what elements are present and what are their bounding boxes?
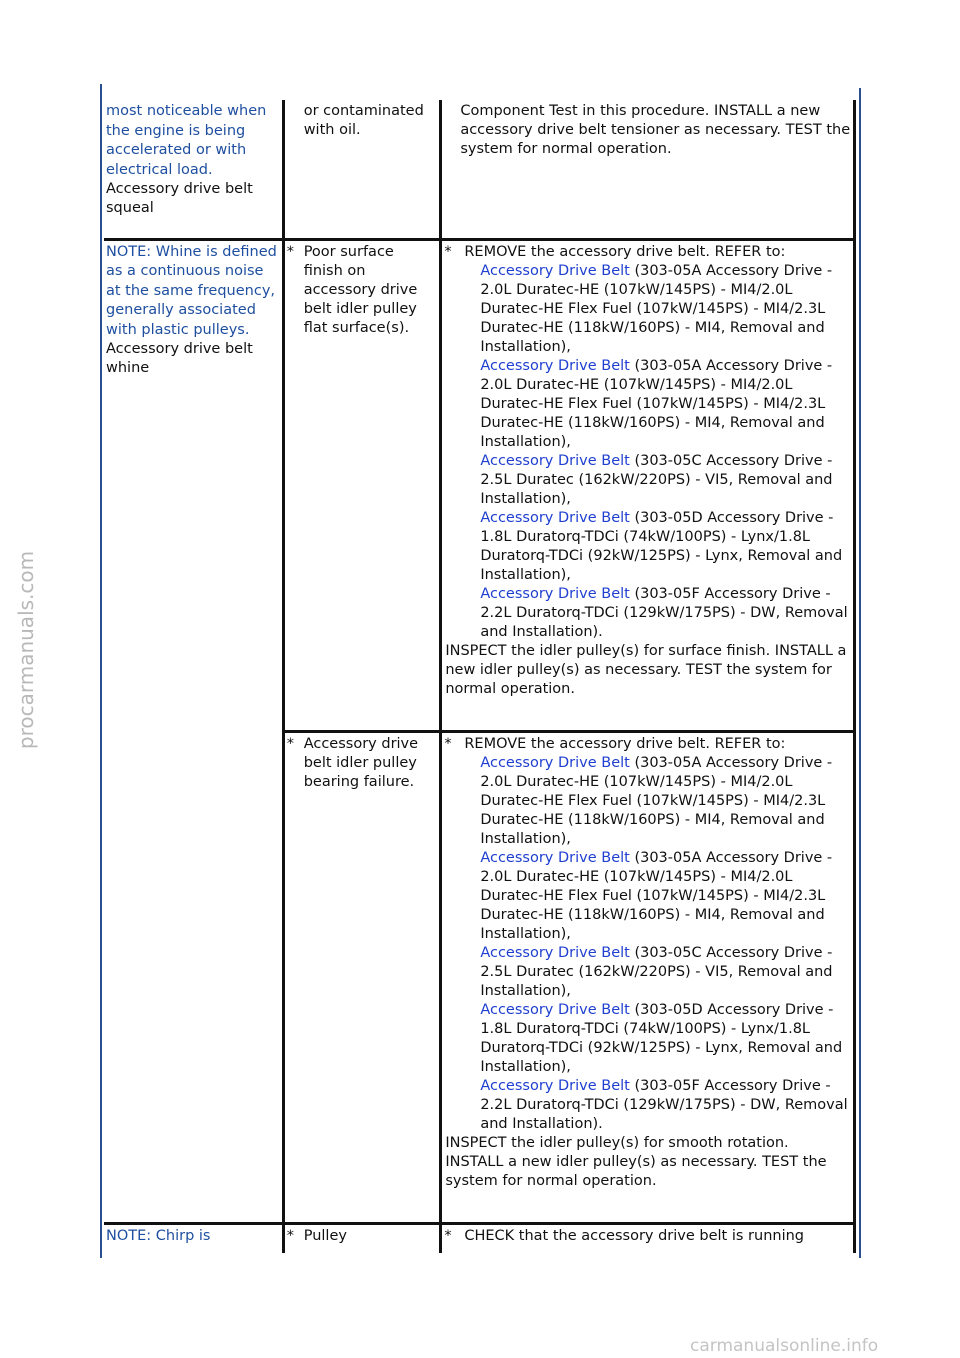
reference-item: Accessory Drive Belt (303-05A Accessory Drive - 2.0L Duratec-HE (107kW/145PS) - MI4/2.0L Duratec-HE Flex Fuel (107kW/145PS) - MI4/2.3L Duratec-HE (118kW/160PS) - MI4, Removal and Installation), bbox=[480, 357, 833, 450]
accessory-drive-belt-link[interactable]: Accessory Drive Belt bbox=[480, 357, 630, 374]
bullet-star: * bbox=[286, 735, 294, 752]
bullet-star: * bbox=[444, 1227, 452, 1244]
cause-text: or contaminated with oil. bbox=[303, 103, 424, 138]
reference-item: Accessory Drive Belt (303-05C Accessory Drive - 2.5L Duratec (162kW/220PS) - VI5, Removal and Installation), bbox=[480, 944, 833, 999]
action-text: Component Test in this procedure. INSTALL a new accessory drive belt tensioner as necessary. TEST the system for normal operation. bbox=[460, 103, 851, 157]
cause-cell bbox=[283, 239, 441, 731]
cause-cell bbox=[283, 731, 441, 1223]
reference-item: Accessory Drive Belt (303-05F Accessory Drive - 2.2L Duratorq-TDCi (129kW/175PS) - DW, Removal and Installation). bbox=[480, 1077, 848, 1132]
reference-item: Accessory Drive Belt (303-05A Accessory Drive - 2.0L Duratec-HE (107kW/145PS) - MI4/2.0L Duratec-HE Flex Fuel (107kW/145PS) - MI4/2.3L Duratec-HE (118kW/160PS) - MI4, Removal and Installation), bbox=[480, 262, 833, 355]
cause-text: Poor surface finish on accessory drive belt idler pulley flat surface(s). bbox=[303, 243, 418, 336]
symptom-cell bbox=[104, 100, 283, 239]
accessory-drive-belt-link[interactable]: Accessory Drive Belt bbox=[480, 1077, 630, 1094]
reference-item: Accessory Drive Belt (303-05D Accessory Drive - 1.8L Duratorq-TDCi (74kW/100PS) - Lynx/1.8L Duratorq-TDCi (92kW/125PS) - Lynx, Removal and Installation), bbox=[480, 509, 843, 583]
action-cell bbox=[441, 731, 855, 1223]
symptom-note: NOTE: Chirp is bbox=[106, 1227, 211, 1244]
left-page-rule bbox=[100, 84, 102, 1258]
table-row bbox=[104, 100, 855, 239]
accessory-drive-belt-link[interactable]: Accessory Drive Belt bbox=[480, 754, 630, 771]
symptom-chart-table bbox=[104, 100, 856, 1253]
bullet-star: * bbox=[444, 243, 452, 260]
reference-item: Accessory Drive Belt (303-05A Accessory Drive - 2.0L Duratec-HE (107kW/145PS) - MI4/2.0L Duratec-HE Flex Fuel (107kW/145PS) - MI4/2.3L Duratec-HE (118kW/160PS) - MI4, Removal and Installation), bbox=[480, 849, 833, 942]
accessory-drive-belt-link[interactable]: Accessory Drive Belt bbox=[480, 849, 630, 866]
symptom-label: Accessory drive belt whine bbox=[106, 341, 253, 376]
accessory-drive-belt-link[interactable]: Accessory Drive Belt bbox=[480, 585, 630, 602]
accessory-drive-belt-link[interactable]: Accessory Drive Belt bbox=[480, 509, 630, 526]
symptom-cell bbox=[104, 239, 283, 1223]
action-cell bbox=[441, 100, 855, 239]
symptom-cell bbox=[104, 1223, 283, 1253]
right-page-rule bbox=[859, 88, 861, 1258]
action-tail: INSPECT the idler pulley(s) for smooth rotation. INSTALL a new idler pulley(s) as necessary. TEST the system for normal operation. bbox=[445, 1134, 827, 1189]
reference-item: Accessory Drive Belt (303-05C Accessory Drive - 2.5L Duratec (162kW/220PS) - VI5, Removal and Installation), bbox=[480, 452, 833, 507]
cause-cell bbox=[283, 1223, 441, 1253]
reference-item: Accessory Drive Belt (303-05D Accessory Drive - 1.8L Duratorq-TDCi (74kW/100PS) - Lynx/1.8L Duratorq-TDCi (92kW/125PS) - Lynx, Removal and Installation), bbox=[480, 1001, 843, 1075]
accessory-drive-belt-link[interactable]: Accessory Drive Belt bbox=[480, 944, 630, 961]
reference-item: Accessory Drive Belt (303-05A Accessory Drive - 2.0L Duratec-HE (107kW/145PS) - MI4/2.0L Duratec-HE Flex Fuel (107kW/145PS) - MI4/2.3L Duratec-HE (118kW/160PS) - MI4, Removal and Installation), bbox=[480, 754, 833, 847]
cause-text: Accessory drive belt idler pulley bearing failure. bbox=[303, 735, 419, 790]
cause-item bbox=[287, 243, 438, 338]
cause-item bbox=[287, 735, 438, 792]
symptom-note: NOTE: Whine is defined as a continuous noise at the same frequency, generally associated with plastic pulleys. bbox=[106, 243, 277, 338]
action-cell bbox=[441, 239, 855, 731]
bottom-watermark: carmanualsonline.info bbox=[690, 1336, 879, 1356]
table-row bbox=[104, 239, 855, 731]
symptom-note: most noticeable when the engine is being accelerated or with electrical load. bbox=[106, 103, 267, 178]
action-cell bbox=[441, 1223, 855, 1253]
action-tail: INSPECT the idler pulley(s) for surface finish. INSTALL a new idler pulley(s) as necessary. TEST the system for normal operation. bbox=[445, 642, 847, 697]
action-intro: * CHECK that the accessory drive belt is running bbox=[444, 1227, 805, 1244]
table-row bbox=[104, 1223, 855, 1253]
bullet-star: * bbox=[444, 735, 452, 752]
action-intro: * REMOVE the accessory drive belt. REFER to: bbox=[444, 243, 786, 260]
reference-item: Accessory Drive Belt (303-05F Accessory Drive - 2.2L Duratorq-TDCi (129kW/175PS) - DW, Removal and Installation). bbox=[480, 585, 848, 640]
accessory-drive-belt-link[interactable]: Accessory Drive Belt bbox=[480, 1001, 630, 1018]
bullet-star: * bbox=[286, 1227, 294, 1244]
accessory-drive-belt-link[interactable]: Accessory Drive Belt bbox=[480, 262, 630, 279]
cause-item bbox=[287, 1227, 438, 1246]
accessory-drive-belt-link[interactable]: Accessory Drive Belt bbox=[480, 452, 630, 469]
side-watermark bbox=[6, 520, 46, 780]
cause-cell bbox=[283, 100, 441, 239]
cause-text: Pulley bbox=[303, 1227, 347, 1244]
bullet-star: * bbox=[286, 243, 294, 260]
symptom-label: Accessory drive belt squeal bbox=[106, 181, 253, 216]
action-intro: * REMOVE the accessory drive belt. REFER to: bbox=[444, 735, 786, 752]
side-watermark-text: procarmanuals.com bbox=[14, 550, 38, 750]
